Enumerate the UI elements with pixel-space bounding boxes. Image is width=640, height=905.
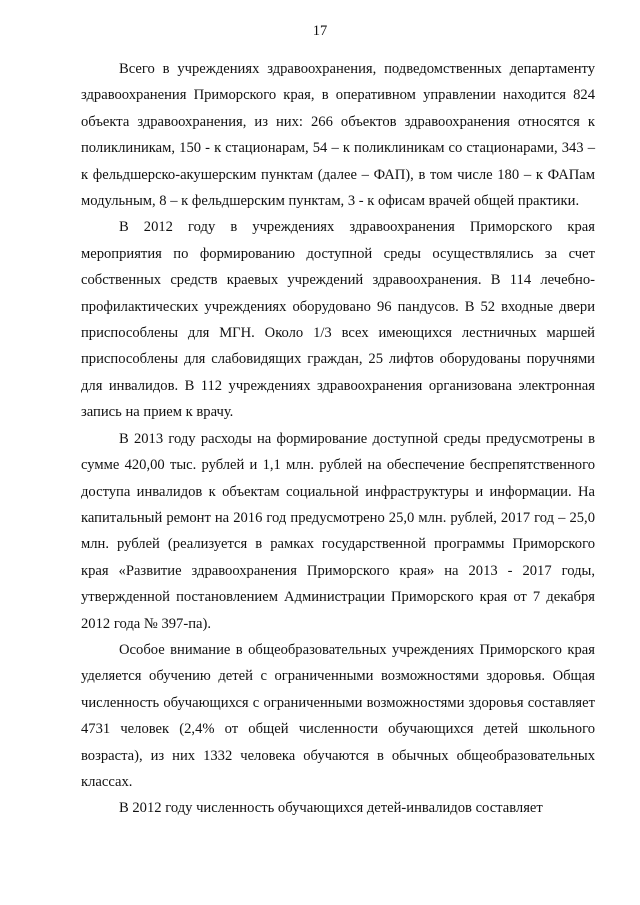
paragraph-education-disabilities: Особое внимание в общеобразовательных учреждениях Приморского края уделяется обучению детей с ограниченными возможностями здоровья. Общая численность обучающихся с ограниченными возможностями здоровья составляет 4731 человек (2,4% от общей численности обучающихся детей школьного возраста), из них 1332 человека обучаются в обычных общеобразовательных классах. bbox=[81, 641, 595, 790]
paragraph-healthcare-facilities: Всего в учреждениях здравоохранения, подведомственных департаменту здравоохранения Приморского края, в оперативном управлении находится 824 объекта здравоохранения, из них: 266 объектов здравоохранения относятся к поликлиникам, 150 - к стационарам, 54 – к поликлиникам со стационарами, 343 – к фельдшерско-акушерским пунктам (далее – ФАП), в том числе 180 – к ФАПам модульным, 8 – к фельдшерским пунктам, 3 - к офисам врачей общей практики. bbox=[81, 61, 595, 210]
paragraph-2012-disabled-students: В 2012 году численность обучающихся детей-инвалидов составляет bbox=[119, 800, 543, 817]
paragraph-2012-accessible-environment: В 2012 году в учреждениях здравоохранения Приморского края мероприятия по формированию доступной среды осуществлялись за счет собственных средств краевых учреждений здравоохранения. В 114 лечебно-профилактических учреждениях оборудовано 96 пандусов. В 52 входные двери приспособлены для МГН. Около 1/3 всех имеющихся лестничных маршей приспособлены для слабовидящих граждан, 25 лифтов оборудованы поручнями для инвалидов. В 112 учреждениях здравоохранения организована электронная запись на прием к врачу. bbox=[81, 219, 595, 421]
document-body bbox=[81, 56, 595, 822]
page-number: 17 bbox=[312, 23, 328, 39]
paragraph-2013-expenses: В 2013 году расходы на формирование доступной среды предусмотрены в сумме 420,00 тыс. рублей и 1,1 млн. рублей на обеспечение беспрепятственного доступа инвалидов к объектам социальной инфраструктуры и информации. На капитальный ремонт на 2016 год предусмотрено 25,0 млн. рублей, 2017 год – 25,0 млн. рублей (реализуется в рамках государственной программы Приморского края «Развитие здравоохранения Приморского края» на 2013 - 2017 годы, утвержденной постановлением Администрации Приморского края от 7 декабря 2012 года № 397-па). bbox=[81, 430, 595, 632]
